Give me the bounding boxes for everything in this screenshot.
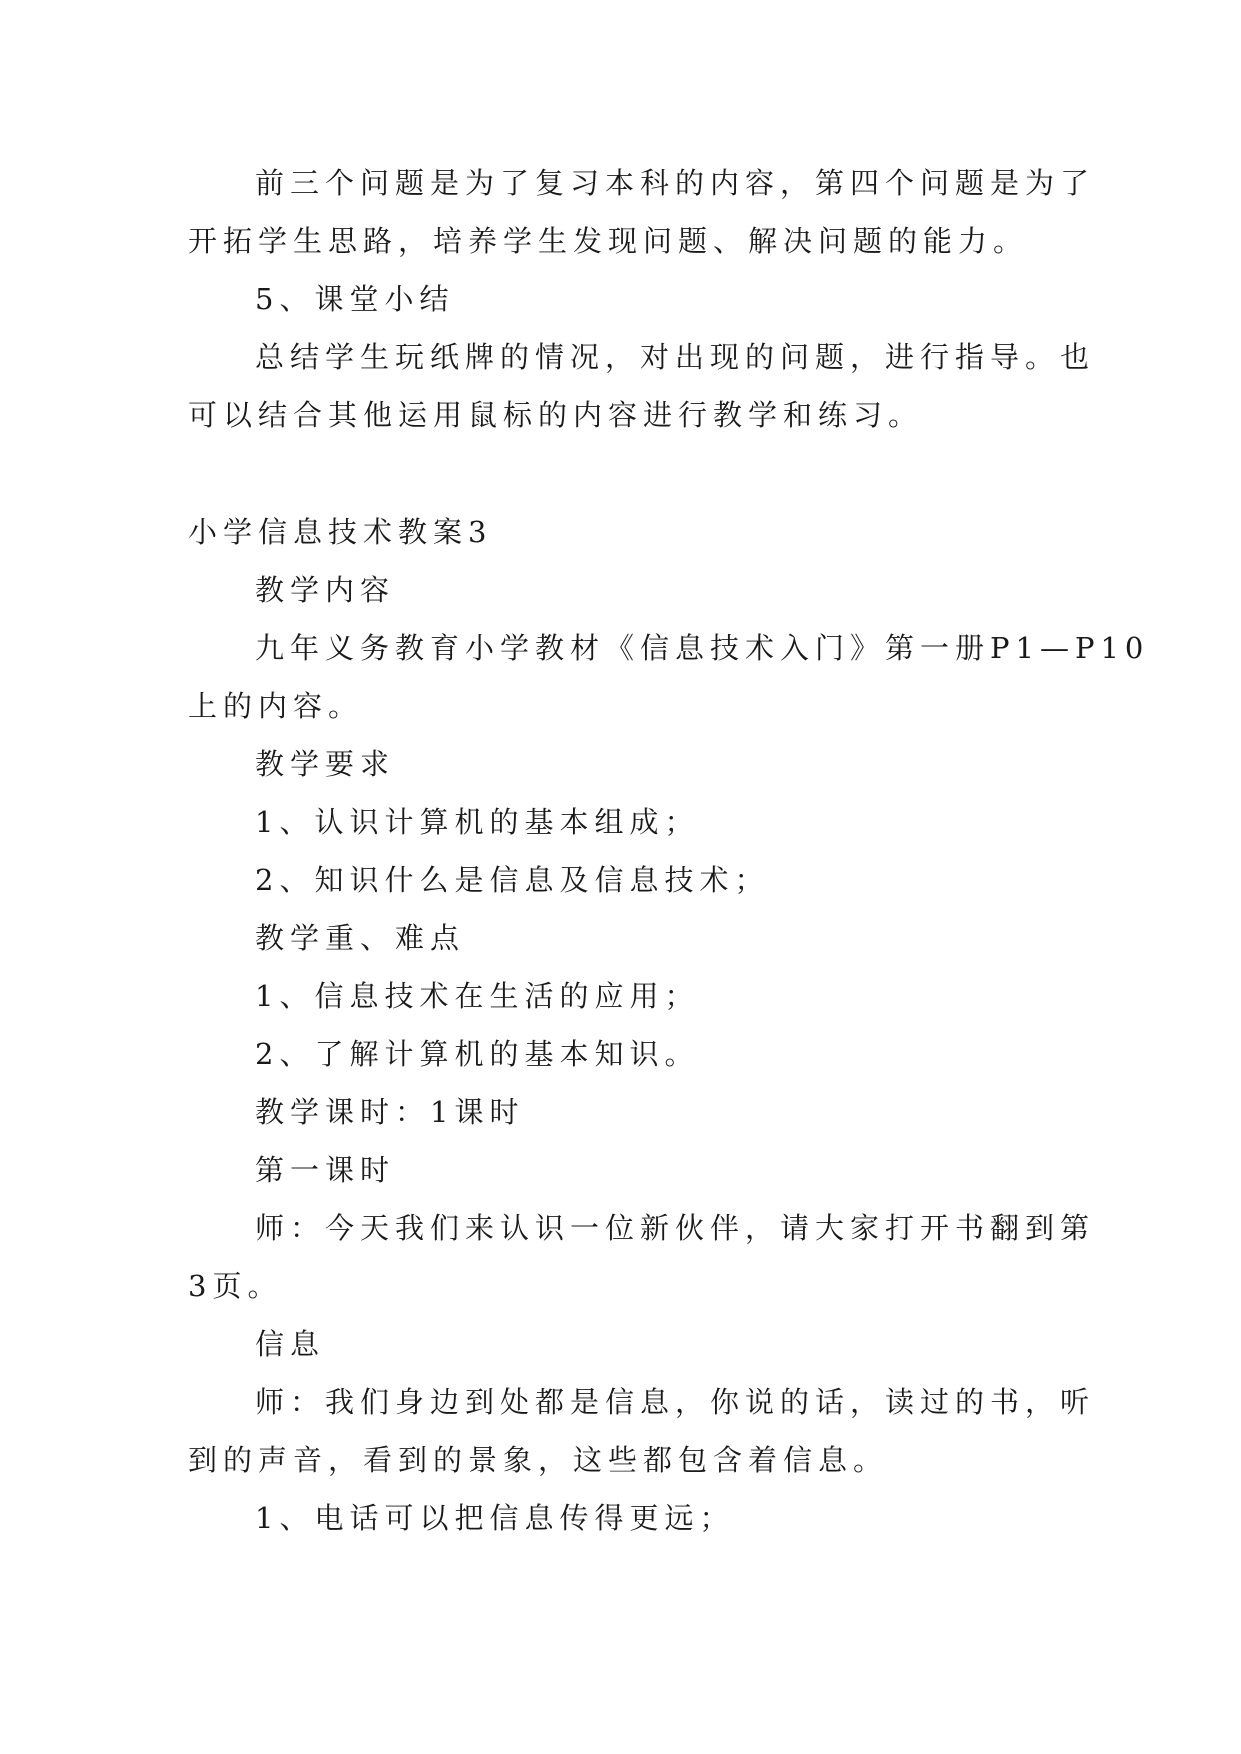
section-heading: 信息: [255, 1327, 326, 1361]
list-item: 2、了解计算机的基本知识。: [255, 1037, 700, 1071]
paragraph-line: 九年义务教育小学教材《信息技术入门》第一册P1—P10: [255, 631, 1150, 665]
paragraph-line: 可以结合其他运用鼠标的内容进行教学和练习。: [188, 398, 924, 432]
paragraph-line: 前三个问题是为了复习本科的内容，第四个问题是为了: [255, 166, 1096, 200]
list-item: 2、知识什么是信息及信息技术；: [255, 863, 770, 897]
paragraph-line: 3页。: [188, 1269, 283, 1303]
paragraph-line: 教学课时：1课时: [255, 1095, 525, 1129]
section-heading: 教学内容: [255, 573, 396, 607]
section-heading: 第一课时: [255, 1153, 396, 1187]
paragraph-line: 师：今天我们来认识一位新伙伴，请大家打开书翻到第: [255, 1211, 1096, 1245]
section-heading: 教学重、难点: [255, 921, 466, 955]
list-item: 1、电话可以把信息传得更远；: [255, 1501, 735, 1535]
list-item: 1、信息技术在生活的应用；: [255, 979, 700, 1013]
paragraph-line: 总结学生玩纸牌的情况，对出现的问题，进行指导。也: [255, 340, 1096, 374]
list-item: 1、认识计算机的基本组成；: [255, 805, 700, 839]
paragraph-line: 开拓学生思路，培养学生发现问题、解决问题的能力。: [188, 224, 1029, 258]
paragraph-line: 到的声音，看到的景象，这些都包含着信息。: [188, 1443, 889, 1477]
paragraph-line: 师：我们身边到处都是信息，你说的话，读过的书，听: [255, 1385, 1096, 1419]
section-heading: 教学要求: [255, 747, 396, 781]
paragraph-line: 上的内容。: [188, 689, 364, 723]
section-heading: 5、课堂小结: [255, 282, 455, 316]
document-title: 小学信息技术教案3: [188, 515, 493, 549]
